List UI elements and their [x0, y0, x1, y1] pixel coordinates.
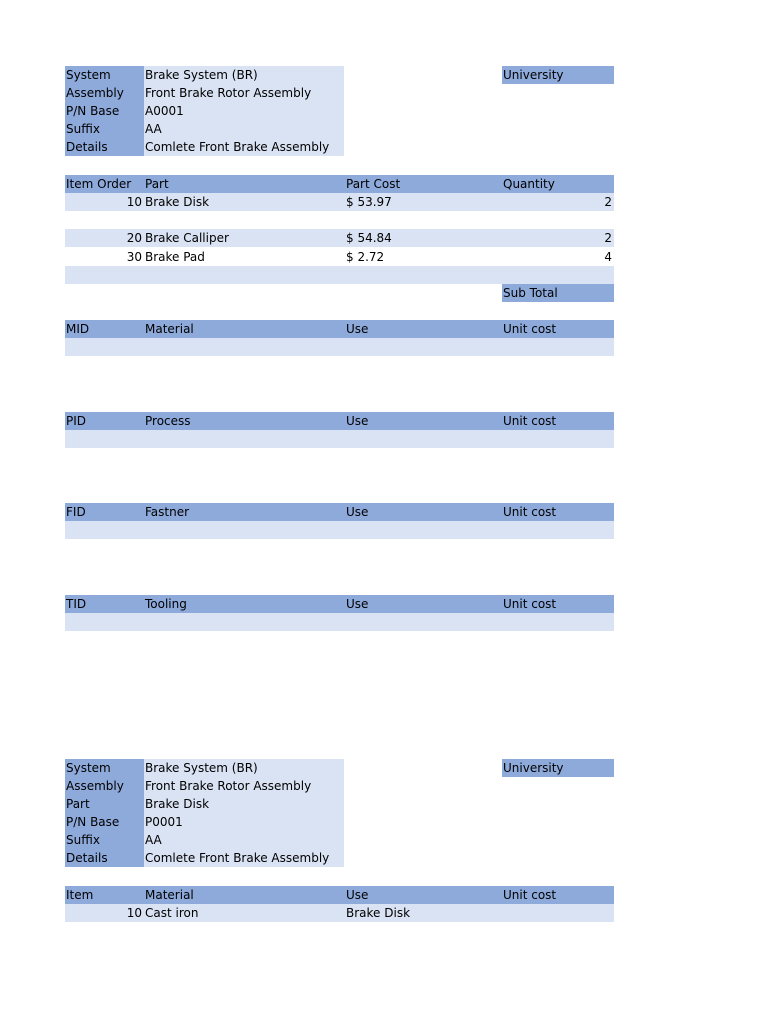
value-suffix[interactable]: AA: [144, 120, 344, 138]
value-system[interactable]: Brake System (BR): [144, 759, 344, 777]
label-pn-base: P/N Base: [65, 813, 144, 831]
col-item-order: Item Order: [66, 177, 132, 191]
row-cost[interactable]: $ 2.72: [346, 250, 385, 264]
col-quantity: Quantity: [503, 177, 555, 191]
col-fastener: Fastner: [145, 505, 190, 519]
col-use: Use: [346, 322, 369, 336]
row-item[interactable]: 30: [126, 250, 142, 264]
value-suffix[interactable]: AA: [144, 831, 344, 849]
row-qty[interactable]: 2: [604, 231, 612, 245]
col-material: Material: [145, 888, 194, 902]
label-system: System: [65, 759, 144, 777]
row-unit-cost[interactable]: [502, 904, 614, 922]
value-assembly[interactable]: Front Brake Rotor Assembly: [144, 84, 344, 102]
col-tid: TID: [66, 597, 87, 611]
empty-row[interactable]: [65, 430, 614, 448]
label-assembly: Assembly: [65, 84, 144, 102]
col-unit-cost: Unit cost: [503, 414, 557, 428]
col-use: Use: [346, 414, 369, 428]
col-unit-cost: Unit cost: [503, 597, 557, 611]
row-material[interactable]: Cast iron: [145, 906, 199, 920]
col-unit-cost: Unit cost: [503, 505, 557, 519]
col-unit-cost: Unit cost: [503, 888, 557, 902]
row-part[interactable]: Brake Pad: [145, 250, 205, 264]
row-part[interactable]: Brake Disk: [145, 195, 210, 209]
col-use: Use: [346, 505, 369, 519]
label-system: System: [65, 66, 144, 84]
label-suffix: Suffix: [65, 831, 144, 849]
row-part[interactable]: Brake Calliper: [145, 231, 229, 245]
university-label: University: [502, 66, 614, 84]
empty-row[interactable]: [65, 266, 614, 284]
value-pn-base[interactable]: P0001: [144, 813, 344, 831]
row-cost[interactable]: $ 53.97: [346, 195, 392, 209]
row-cost[interactable]: $ 54.84: [346, 231, 392, 245]
col-mid: MID: [66, 322, 90, 336]
row-qty[interactable]: 2: [604, 195, 612, 209]
value-assembly[interactable]: Front Brake Rotor Assembly: [144, 777, 344, 795]
value-part[interactable]: Brake Disk: [144, 795, 344, 813]
row-use[interactable]: Brake Disk: [346, 906, 411, 920]
col-item: Item: [66, 888, 94, 902]
university-label: University: [502, 759, 614, 777]
empty-row[interactable]: [65, 338, 614, 356]
empty-row[interactable]: [65, 521, 614, 539]
row-item[interactable]: 20: [126, 231, 142, 245]
col-use: Use: [346, 597, 369, 611]
label-assembly: Assembly: [65, 777, 144, 795]
col-unit-cost: Unit cost: [503, 322, 557, 336]
col-use: Use: [346, 888, 369, 902]
value-details[interactable]: Comlete Front Brake Assembly: [144, 849, 344, 867]
col-material: Material: [145, 322, 194, 336]
label-part: Part: [65, 795, 144, 813]
col-part-cost: Part Cost: [346, 177, 401, 191]
row-qty[interactable]: 4: [604, 250, 612, 264]
value-system[interactable]: Brake System (BR): [144, 66, 344, 84]
value-details[interactable]: Comlete Front Brake Assembly: [144, 138, 344, 156]
label-suffix: Suffix: [65, 120, 144, 138]
value-pn-base[interactable]: A0001: [144, 102, 344, 120]
col-process: Process: [145, 414, 191, 428]
col-part: Part: [145, 177, 169, 191]
row-item[interactable]: 10: [126, 906, 142, 920]
col-tooling: Tooling: [145, 597, 187, 611]
label-pn-base: P/N Base: [65, 102, 144, 120]
row-item[interactable]: 10: [126, 195, 142, 209]
empty-row[interactable]: [65, 613, 614, 631]
label-details: Details: [65, 849, 144, 867]
col-pid: PID: [66, 414, 87, 428]
col-fid: FID: [66, 505, 86, 519]
label-details: Details: [65, 138, 144, 156]
subtotal-label: Sub Total: [502, 284, 614, 302]
